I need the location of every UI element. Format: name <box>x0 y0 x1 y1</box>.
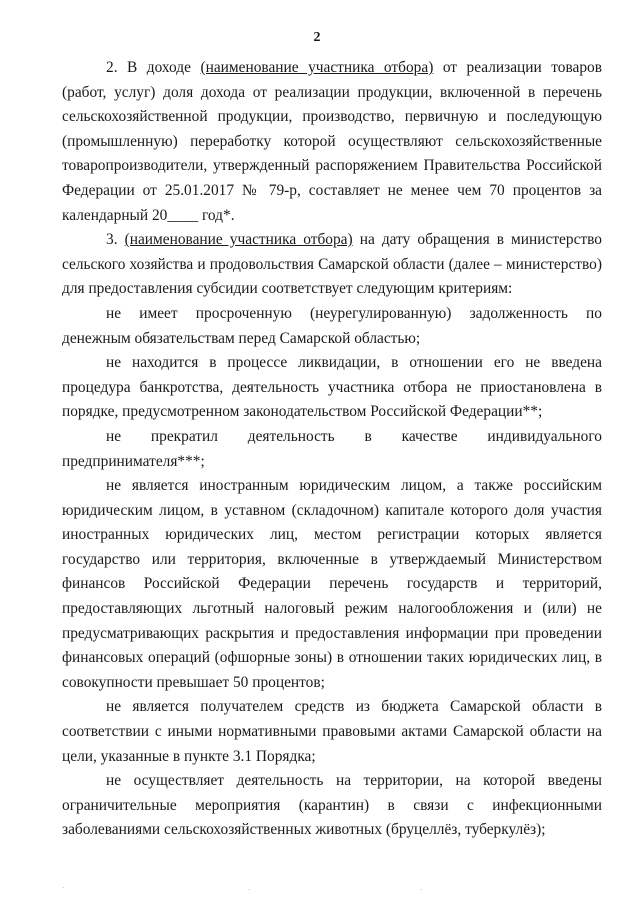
underlined-placeholder: (наименование участника отбора) <box>200 59 434 76</box>
paragraph <box>62 474 602 695</box>
paragraph-text: не является иностранным юридическим лицом, а также российским юридическим лицом, в уставном (складочном) капитале которого доля участия иностранных юридических лиц, местом регистрации которых является государство или территория, включенные в утверждаемый Министерством финансов Российской Федерации перечень государств и территорий, предоставляющих льготный налоговый режим налогообложения и (или) не предусматривающих раскрытия и предоставления информации при проведении финансовых операций (офшорные зоны) в отношении таких юридических лиц, в совокупности превышает 50 процентов; <box>62 477 602 691</box>
paragraph-text: 2. В доходе <box>106 59 201 76</box>
paragraph <box>62 769 602 843</box>
scan-artifact: · <box>248 886 251 894</box>
paragraph-text: от реализации товаров (работ, услуг) доля дохода от реализации продукции, включенной в перечень сельскохозяйственной продукции, производство, первичную и последующую (промышленную) переработку которой осуществляют сельскохозяйственные товаропроизводители, утвержденный распоряжением Правительства Российской Федерации от 25.01.2017 № 79-р, составляет не менее чем 70 процентов за календарный 20____ год*. <box>62 59 602 224</box>
paragraph <box>62 302 602 351</box>
paragraph-text: не имеет просроченную (неурегулированную) задолженность по денежным обязательствам перед Самарской областью; <box>62 304 602 347</box>
underlined-placeholder: (наименование участника отбора) <box>124 231 353 249</box>
document-body <box>62 56 602 843</box>
scan-artifact: · <box>420 886 423 894</box>
paragraph-text: не находится в процессе ликвидации, в отношении его не введена процедура банкротства, деятельность участника отбора не приостановлена в порядке, предусмотренном законодательством Российской Федерации**; <box>62 354 602 421</box>
paragraph-text: не прекратил деятельность в качестве индивидуального предпринимателя***; <box>62 427 602 470</box>
paragraph-text: не осуществляет деятельность на территории, на которой введены ограничительные мероприятия (карантин) в связи с инфекционными заболеваниями сельскохозяйственных животных (бруцеллёз, туберкулёз); <box>62 772 602 839</box>
paragraph <box>62 425 602 474</box>
paragraph-text: 3. <box>106 231 125 249</box>
paragraph <box>62 56 602 228</box>
paragraph-text: на дату обращения в министерство сельского хозяйства и продовольствия Самарской области (далее – министерство) для предоставления субсидии соответствует следующим критериям: <box>62 231 603 298</box>
paragraph <box>62 695 602 769</box>
paragraph <box>62 228 602 302</box>
scan-artifact: · <box>62 884 65 892</box>
paragraph <box>62 351 602 425</box>
page-number: 2 <box>313 30 321 45</box>
paragraph-text: не является получателем средств из бюджета Самарской области в соответствии с иными нормативными правовыми актами Самарской области на цели, указанные в пункте 3.1 Порядка; <box>62 698 602 765</box>
